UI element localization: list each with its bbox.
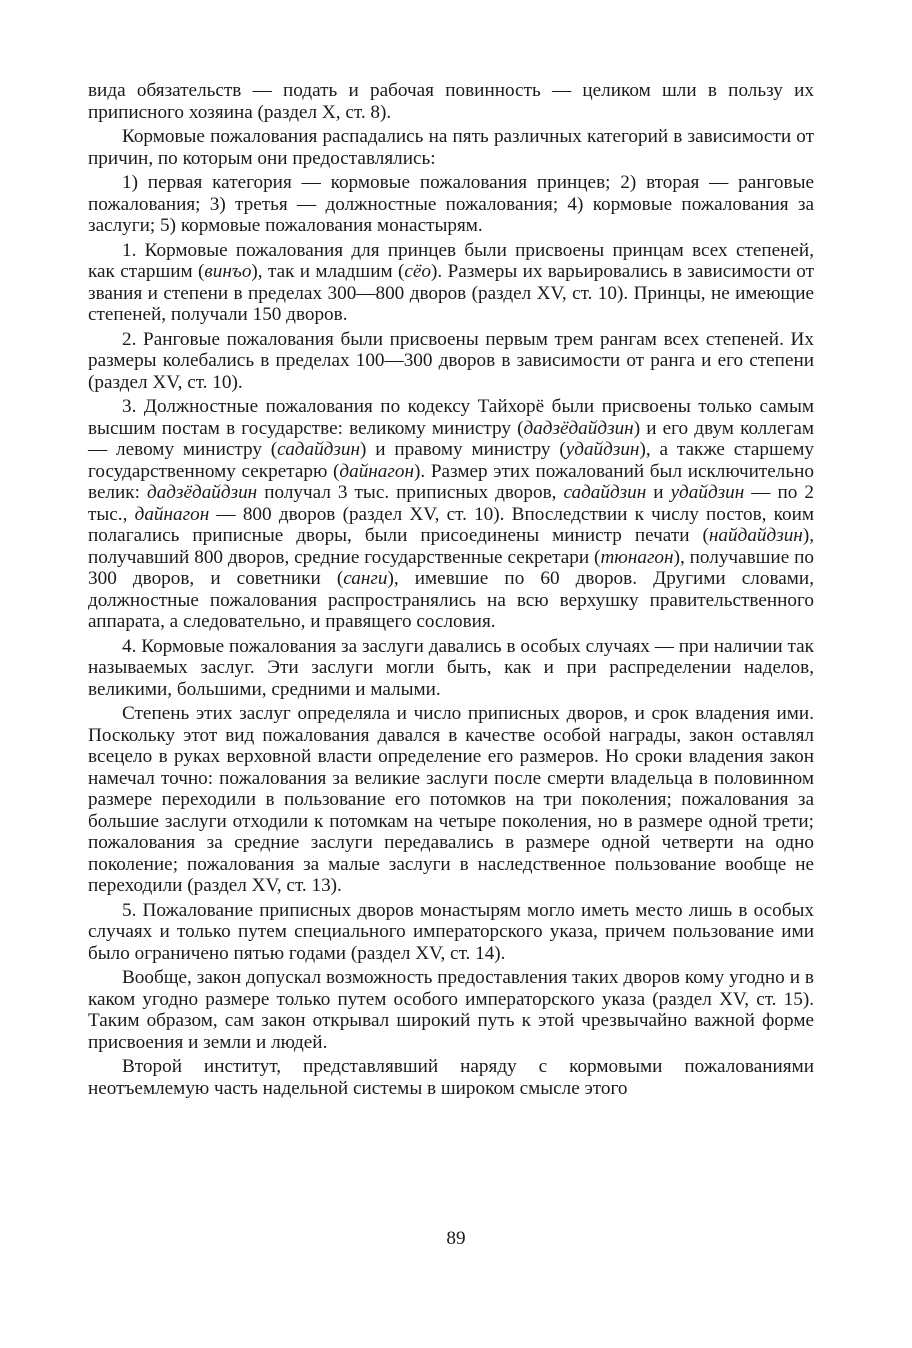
paragraph-imperial-decree: Вообще, закон допускал возможность предоставления таких дворов кому угодно и в каком угодно размере только путем особого императорского указа (раздел XV, ст. 15). Таким образом, сам закон открывал широкий путь к этой чрезвычайно важной форме присвоения и земли и людей. <box>88 967 814 1053</box>
paragraph-continuation: вида обязательств — подать и рабочая повинность — целиком шли в пользу их приписного хозяина (раздел X, ст. 8). <box>88 80 814 123</box>
paragraph-monasteries: 5. Пожалование приписных дворов монастырям могло иметь место лишь в особых случаях и только путем специального императорского указа, причем пользование ими было ограничено пятью годами (раздел XV, ст. 14). <box>88 899 814 964</box>
page-body <box>88 80 814 1102</box>
paragraph-categories-intro: Кормовые пожалования распадались на пять различных категорий в зависимости от причин, по которым они предоставлялись: <box>88 126 814 169</box>
page-number: 89 <box>446 1228 466 1249</box>
paragraph-categories-list: 1) первая категория — кормовые пожалования принцев; 2) вторая — ранговые пожалования; 3) третья — должностные пожалования; 4) кормовые пожалования за заслуги; 5) кормовые пожалования монастырям. <box>88 172 814 236</box>
paragraph-merit: 4. Кормовые пожалования за заслуги давались в особых случаях — при наличии так называемых заслуг. Эти заслуги могли быть, как и при распределении наделов, великими, большими, средними и малыми. <box>88 635 814 700</box>
paragraph-merit-degree: Степень этих заслуг определяла и число приписных дворов, и срок владения ими. Поскольку этот вид пожалования давался в качестве особой награды, закон оставлял всецело в руках верховной власти определение его размеров. Но сроки владения закон намечал точно: пожалования за великие заслуги после смерти владельца в половинном размере переходили в пользование его потомков на три поколения; пожалования за большие заслуги отходили к потомкам на четыре поколения, но в размере одной трети; пожалования за средние заслуги передавались в размере одной четверти на одно поколение; пожалования за малые заслуги в наследственное пользование вообще не переходили (раздел XV, ст. 13). <box>88 703 814 896</box>
paragraph-rank: 2. Ранговые пожалования были присвоены первым трем рангам всех степеней. Их размеры колебались в пределах 100—300 дворов в зависимости от ранга и его степени (раздел XV, ст. 10). <box>88 328 814 393</box>
paragraph-princes: 1. Кормовые пожалования для принцев были присвоены принцам всех степеней, как старшим (винъо), так и младшим (сёо). Размеры их варьировались в зависимости от звания и степени в пределах 300—800 дворов (раздел XV, ст. 10). Принцы, не имеющие степеней, получали 150 дворов. <box>88 239 814 325</box>
paragraph-office: 3. Должностные пожалования по кодексу Тайхорё были присвоены только самым высшим постам в государстве: великому министру (дадзёдайдзин) и его двум коллегам — левому министру (садайдзин) и правому министру (удайдзин), а также старшему государственному секретарю (дайнагон). Размер этих пожалований был исключительно велик: дадзёдайдзин получал 3 тыс. приписных дворов, садайдзин и удайдзин — по 2 тыс., дайнагон — 800 дворов (раздел XV, ст. 10). Впоследствии к числу постов, коим полагались приписные дворы, были присоединены министр печати (найдайдзин), получавший 800 дворов, средние государственные секретари (тюнагон), получавшие по 300 дворов, и советники (санги), имевшие по 60 дворов. Другими словами, должностные пожалования распространялись на всю верхушку правительственного аппарата, а следовательно, и правящего сословия. <box>88 396 815 632</box>
paragraph-second-institute: Второй институт, представлявший наряду с кормовыми пожалованиями неотъемлемую часть надельной системы в широком смысле этого <box>88 1056 814 1099</box>
